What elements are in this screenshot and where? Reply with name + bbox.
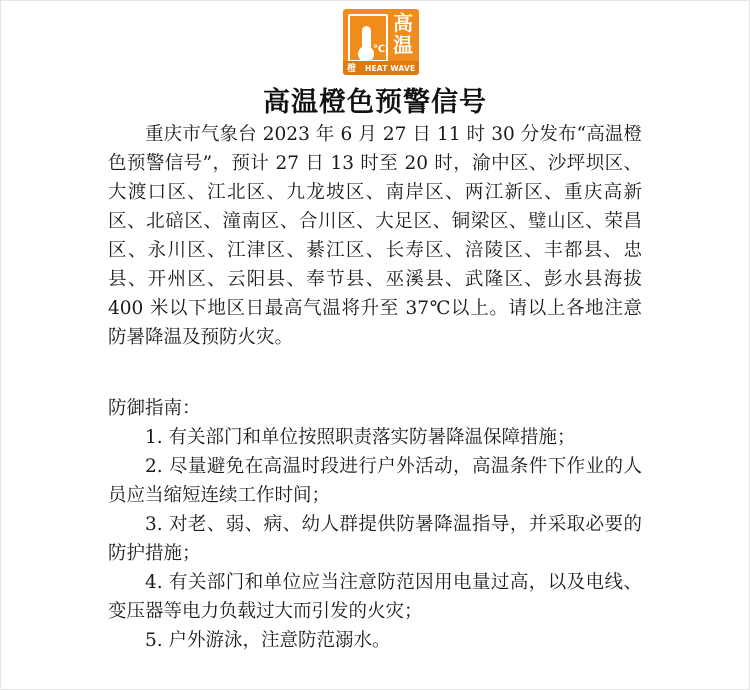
guide-item: 3. 对老、弱、病、幼人群提供防暑降温指导，并采取必要的防护措施； bbox=[108, 514, 642, 564]
notice-paragraph: 重庆市气象台 2023 年 6 月 27 日 11 时 30 分发布“高温橙色预警信号”，预计 27 日 13 时至 20 时，渝中区、沙坪坝区、大渡口区、江北区、九龙坡区、南岸区、两江新区、重庆高新区、北碚区、潼南区、合川区、大足区、铜梁区、璧山区、荣昌区、永川区、江津区、綦江区、长寿区、涪陵区、丰都县、忠县、开州区、云阳县、奉节县、巫溪县、武隆区、彭水县海拔 400 米以下地区日最高气温将升至 37℃以上。请以上各地注意防暑降温及预防火灾。 bbox=[108, 124, 642, 348]
icon-chars: 高温 bbox=[393, 11, 413, 57]
thermometer-box bbox=[348, 14, 388, 62]
guide-heading: 防御指南： bbox=[108, 398, 201, 419]
guide-item: 2. 尽量避免在高温时段进行户外活动，高温条件下作业的人员应当缩短连续工作时间； bbox=[108, 456, 642, 506]
celsius-symbol: ℃ bbox=[373, 44, 386, 55]
guide-item: 5. 户外游泳，注意防范溺水。 bbox=[145, 630, 391, 651]
icon-label: HEAT WAVE bbox=[365, 64, 416, 73]
icon-level-char: 橙 bbox=[347, 64, 357, 74]
guide-item: 4. 有关部门和单位应当注意防范因用电量过高，以及电线、变压器等电力负载过大而引发的火灾； bbox=[108, 572, 642, 622]
thermometer-bulb bbox=[358, 46, 374, 62]
document-body bbox=[108, 120, 642, 655]
page-title: 高温橙色预警信号 bbox=[263, 87, 487, 118]
spacer bbox=[108, 352, 642, 394]
heat-wave-orange-icon bbox=[343, 9, 419, 75]
guide-item: 1. 有关部门和单位按照职责落实防暑降温保障措施； bbox=[145, 427, 576, 448]
icon-strip bbox=[343, 61, 419, 75]
